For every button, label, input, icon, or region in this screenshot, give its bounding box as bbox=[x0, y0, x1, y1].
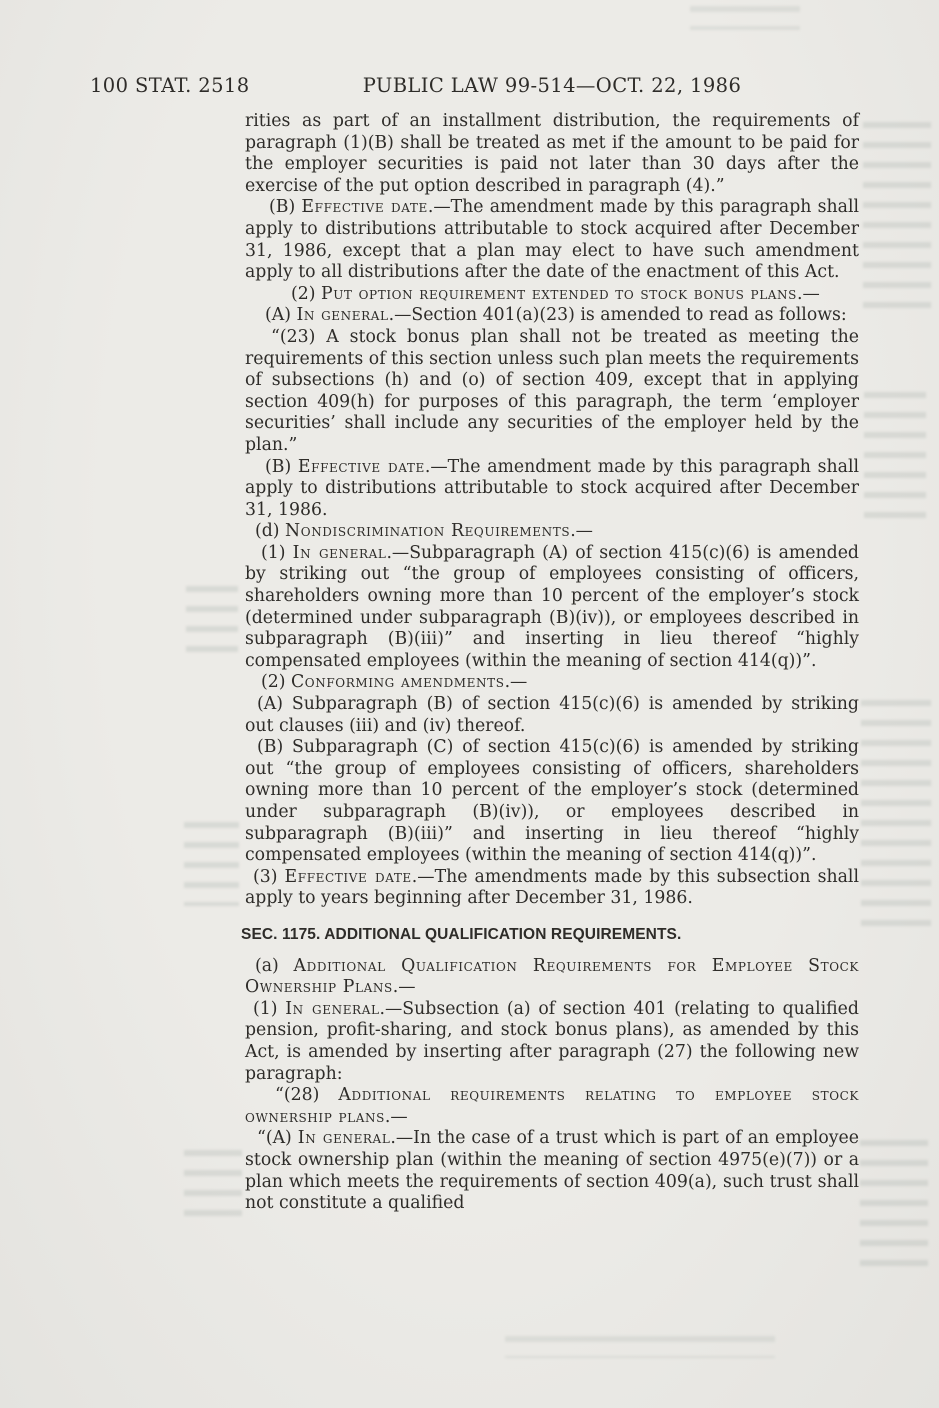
clause-text: .—Section 401(a)(23) is amended to read as follows: bbox=[388, 305, 847, 326]
bleedthrough-artifact bbox=[861, 700, 931, 938]
clause-label: (2) bbox=[291, 283, 321, 304]
section-heading-1175 bbox=[241, 924, 859, 946]
bleedthrough-artifact bbox=[863, 122, 931, 312]
section-heading-text: SEC. 1175. ADDITIONAL QUALIFICATION REQUIREMENTS. bbox=[241, 925, 682, 943]
bleedthrough-artifact bbox=[690, 6, 800, 30]
para-effective-date-put-option bbox=[245, 197, 859, 283]
clause-text: .—The amendment made by this paragraph shall apply to distributions attributable to stock acquired after December 31, 1986. bbox=[245, 456, 860, 520]
para-put-option-extended bbox=[245, 284, 859, 306]
clause-label: (3) bbox=[253, 866, 285, 887]
para-effective-date-stock-bonus bbox=[245, 457, 859, 522]
clause-heading: In general bbox=[297, 1128, 391, 1149]
clause-text: .— bbox=[796, 283, 820, 304]
clause-heading: Conforming amendments bbox=[290, 672, 505, 693]
clause-label: “(28) bbox=[275, 1085, 339, 1106]
clause-label: (A) bbox=[265, 305, 297, 326]
statute-text: “(23) A stock bonus plan shall not be treated as meeting the requirements of this section unless such plan meets the requirements of subsections (h) and (o) of section 409, except that in applying section 409(h) for purposes of this paragraph, the term ‘employer securities’ shall include any securities of the employer held by the plan.” bbox=[245, 326, 859, 455]
bleedthrough-artifact bbox=[505, 1336, 775, 1358]
law-title: PUBLIC LAW 99-514—OCT. 22, 1986 bbox=[362, 74, 742, 97]
para-in-general-415c6 bbox=[245, 543, 859, 673]
statute-page-number: 100 STAT. 2518 bbox=[90, 74, 250, 97]
bleedthrough-artifact bbox=[860, 1140, 928, 1270]
clause-text: .—Subsection (a) of section 401 (relating to qualified pension, profit-sharing, and stock bonus plans), as amended by this Act, is amended by inserting after paragraph (27) the following new paragraph: bbox=[245, 998, 859, 1084]
statute-text: (B) Subparagraph (C) of section 415(c)(6) is amended by striking out “the group of employees consisting of officers, shareholders owning more than 10 percent of the employer’s stock (determined under subparagraph (B)(iv)), or employees described in subparagraph (B)(iii)” and inserting in lieu thereof “highly compensated employees (within the meaning of section 414(q))”. bbox=[245, 737, 859, 866]
para-conforming-amendments bbox=[245, 672, 859, 694]
clause-heading: In general bbox=[296, 305, 389, 326]
clause-label: (B) bbox=[265, 456, 298, 477]
clause-heading: Effective date bbox=[301, 197, 428, 218]
statute-text-column bbox=[241, 111, 860, 1215]
para-installment-distribution bbox=[245, 111, 859, 197]
para-subsection-d-nondiscrimination bbox=[245, 521, 859, 543]
page-header bbox=[0, 74, 939, 100]
clause-heading: Effective date bbox=[297, 456, 425, 477]
clause-heading: In general bbox=[285, 998, 380, 1019]
clause-text: .— bbox=[392, 977, 416, 998]
clause-text: .—The amendments made by this subsection shall apply to years beginning after December 31, 1986. bbox=[245, 866, 859, 909]
clause-heading: In general bbox=[292, 542, 387, 563]
clause-label: (1) bbox=[261, 542, 293, 563]
para-subparagraph-c-amended bbox=[245, 737, 859, 867]
bleedthrough-artifact bbox=[864, 392, 926, 520]
clause-label: “(A) bbox=[257, 1128, 298, 1149]
clause-label: (2) bbox=[261, 672, 291, 693]
clause-label: (a) bbox=[255, 955, 294, 976]
para-quoted-23-stock-bonus bbox=[245, 327, 859, 457]
clause-heading: Effective date bbox=[284, 866, 412, 887]
clause-text: .— bbox=[504, 672, 528, 693]
para-subsection-a-additional-qualification bbox=[245, 956, 859, 999]
statute-text: rities as part of an installment distribution, the requirements of paragraph (1)(B) shall be treated as met if the amount to be paid for the employer securities is paid not later than 30 days after the exercise of the put option described in paragraph (4).” bbox=[245, 111, 859, 196]
para-in-general-section-401 bbox=[245, 999, 859, 1085]
clause-heading: Additional Qualification Requirements for Employee Stock Ownership Plans bbox=[245, 955, 859, 998]
clause-heading: Additional requirements relating to employee stock ownership plans bbox=[245, 1085, 859, 1127]
clause-label: (1) bbox=[253, 998, 286, 1019]
bleedthrough-artifact bbox=[186, 586, 238, 666]
para-quoted-28-additional-requirements bbox=[245, 1085, 859, 1128]
para-subparagraph-b-amended bbox=[245, 694, 859, 737]
clause-text: .— bbox=[384, 1106, 408, 1127]
para-in-general-401a23 bbox=[245, 305, 859, 327]
clause-text: .— bbox=[570, 521, 593, 542]
statute-text: (A) Subparagraph (B) of section 415(c)(6) is amended by striking out clauses (iii) and (iv) thereof. bbox=[245, 694, 859, 736]
clause-text: .—The amendment made by this paragraph shall apply to distributions attributable to stock acquired after December 31, 1986, except that a plan may elect to have such amendment apply to all distributions after the date of the enactment of this Act. bbox=[245, 197, 860, 283]
clause-text: .—Subparagraph (A) of section 415(c)(6) is amended by striking out “the group of employees consisting of officers, shareholders owning more than 10 percent of the employer’s stock (determined under subparagraph (B)(iv)), or employees described in subparagraph (B)(iii)” and inserting in lieu thereof “highly compensated employees (within the meaning of section 414(q))”. bbox=[245, 542, 859, 671]
bleedthrough-artifact bbox=[184, 1150, 242, 1218]
clause-heading: Nondiscrimination Requirements bbox=[285, 521, 571, 542]
clause-text: .—In the case of a trust which is part of an employee stock ownership plan (within the meaning of section 4975(e)(7)) or a plan which meets the requirements of section 409(a), such trust shall not constitute a qualified bbox=[245, 1128, 859, 1214]
clause-heading: Put option requirement extended to stock bonus plans bbox=[320, 283, 797, 304]
bleedthrough-artifact bbox=[184, 822, 239, 906]
para-effective-date-subsection bbox=[245, 867, 859, 910]
clause-label: (d) bbox=[255, 521, 286, 542]
para-quoted-a-in-general-trust bbox=[245, 1128, 859, 1214]
clause-label: (B) bbox=[269, 197, 302, 218]
